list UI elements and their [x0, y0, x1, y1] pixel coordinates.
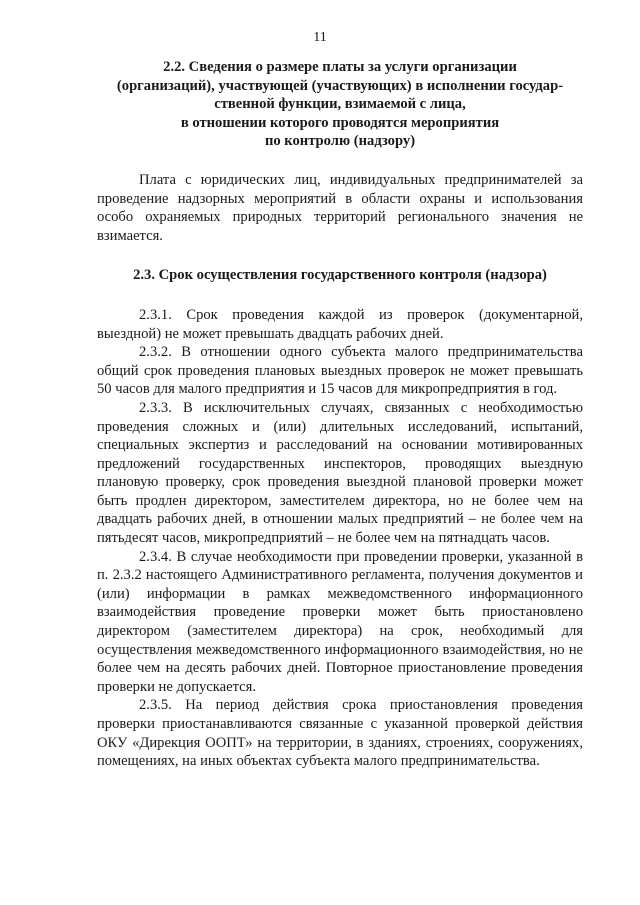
section-2-2-heading-line: (организаций), участвующей (участвующих) в исполнении государ-	[116, 77, 564, 94]
section-2-2-heading-line: по контролю (надзору)	[264, 133, 416, 150]
paragraph-2-3-1: 2.3.1. Срок проведения каждой из проверок (документарной, выездной) не может превышать двадцать рабочих дней.	[97, 306, 583, 342]
paragraph-2-3-4: 2.3.4. В случае необходимости при проведении проверки, указанной в п. 2.3.2 настоящего Административного регламента, получения документов и (или) информации в рамках межведомственного информационного взаимодействия проведение проверки может быть приостановлено директором (заместителем директора) на срок, необходимый для осуществления межведомственного информационного взаимодействия, но не более чем на десять рабочих дней. Повторное приостановление проведения проверки не допускается.	[97, 548, 583, 695]
section-2-3-heading: 2.3. Срок осуществления государственного контроля (надзора)	[133, 267, 547, 284]
section-2-2-heading-line: 2.2. Сведения о размере платы за услуги организации	[163, 59, 517, 75]
section-2-2-paragraph: Плата с юридических лиц, индивидуальных предпринимателей за проведение надзорных мероприятий в области охраны и использования особо охраняемых природных территорий регионального значения не взимается.	[97, 171, 583, 244]
section-2-2-heading	[97, 58, 583, 151]
paragraph-2-3-5: 2.3.5. На период действия срока приостановления проведения проверки приостанавливаются связанные с указанной проверкой действия ОКУ «Дирекция ООПТ» на территории, в зданиях, строениях, сооружениях, помещениях, на иных объектах субъекта малого предпринимательства.	[97, 697, 583, 770]
document-body	[97, 58, 583, 771]
page-number: 11	[313, 30, 327, 45]
paragraph-2-3-3: 2.3.3. В исключительных случаях, связанных с необходимостью проведения сложных и (или) длительных исследований, испытаний, специальных экспертиз и расследований на основании мотивированных предложений государственных инспекторов, проводящих выездную плановую проверку, срок проведения выездной плановой проверки может быть продлен директором, заместителем директора, но не более чем на двадцать рабочих дней, в отношении малых предприятий – не более чем на пятьдесят часов, микропредприятий – не более чем на пятнадцать часов.	[97, 399, 583, 547]
section-2-2-heading-line: ственной функции, взимаемой с лица,	[214, 96, 466, 113]
paragraph-2-3-2: 2.3.2. В отношении одного субъекта малого предпринимательства общий срок проведения плановых выездных проверок не может превышать 50 часов для малого предприятия и 15 часов для микропредприятия в год.	[97, 344, 583, 398]
section-2-2-heading-line: в отношении которого проводятся мероприятия	[180, 114, 500, 131]
